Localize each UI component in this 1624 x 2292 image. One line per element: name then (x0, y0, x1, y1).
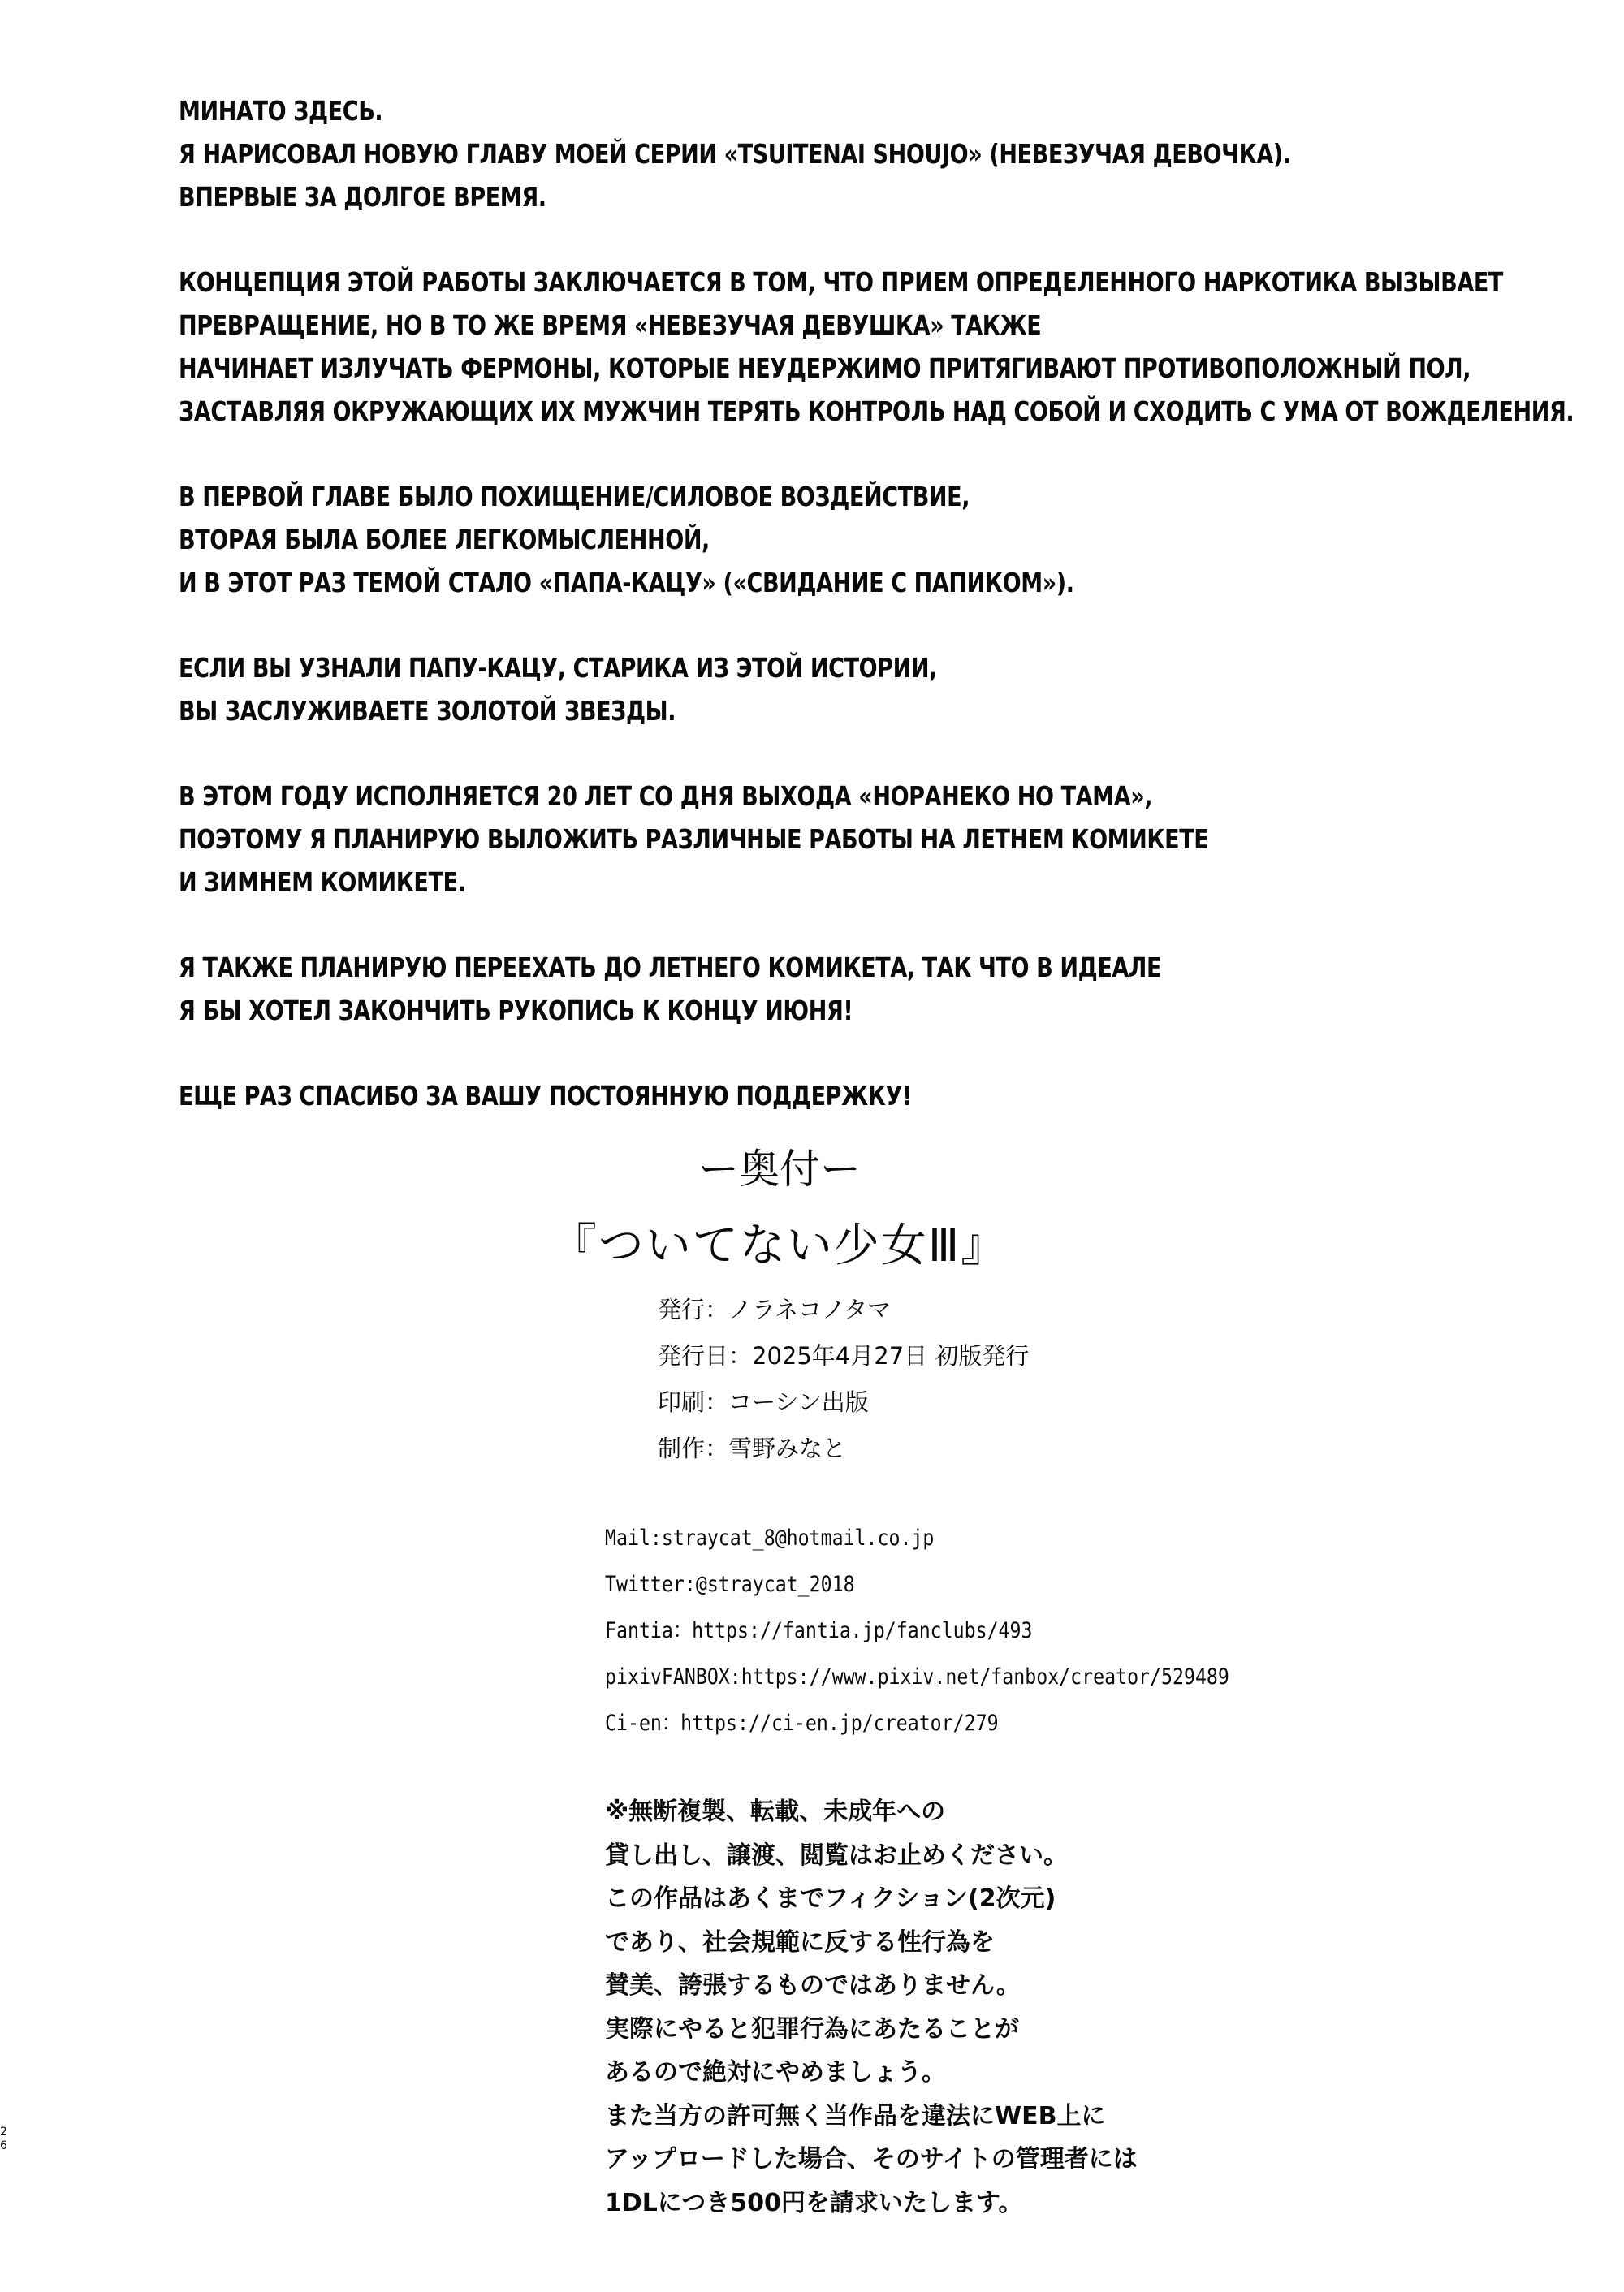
contact-twitter: Twitter:@straycat_2018 (605, 1572, 855, 1597)
notice-line: ※無断複製、転載、未成年への (605, 1798, 946, 1826)
page-number (0, 2126, 10, 2153)
text-line: Я ТАКЖЕ ПЛАНИРУЮ ПЕРЕЕХАТЬ ДО ЛЕТНЕГО КОМИКЕТА, ТАК ЧТО В ИДЕАЛЕ (179, 952, 1162, 983)
text-line: НАЧИНАЕТ ИЗЛУЧАТЬ ФЕРМОНЫ, КОТОРЫЕ НЕУДЕРЖИМО ПРИТЯГИВАЮТ ПРОТИВОПОЛОЖНЫЙ ПОЛ, (179, 352, 1471, 384)
publish-date-line: 発行日：2025年4月27日 初版発行 (658, 1342, 1030, 1370)
text-line: ПОЭТОМУ Я ПЛАНИРУЮ ВЫЛОЖИТЬ РАЗЛИЧНЫЕ РАБОТЫ НА ЛЕТНЕМ КОМИКЕТЕ (179, 823, 1209, 855)
afterword-paragraph (179, 261, 1574, 433)
page-number-digit: 6 (0, 2139, 7, 2152)
notice-line: また当方の許可無く当作品を違法にWEB上に (605, 2101, 1106, 2130)
text-line: И В ЭТОТ РАЗ ТЕМОЙ СТАЛО «ПАПА-КАЦУ» («СВИДАНИЕ С ПАПИКОМ»). (179, 567, 1074, 598)
text-line: ЕЩЕ РАЗ СПАСИБО ЗА ВАШУ ПОСТОЯННУЮ ПОДДЕРЖКУ! (179, 1080, 912, 1111)
contact-fanbox: pixivFANBOX:https://www.pixiv.net/fanbox/creator/529489 (605, 1664, 1229, 1690)
contact-ci-en: Ci-en：https://ci-en.jp/creator/279 (605, 1711, 999, 1736)
notice-line: あるので絶対にやめましょう。 (605, 2058, 946, 2087)
text-line: ВЫ ЗАСЛУЖИВАЕТЕ ЗОЛОТОЙ ЗВЕЗДЫ. (179, 695, 676, 727)
notice-line: この作品はあくまでフィクション(2次元) (605, 1884, 1056, 1913)
text-line: И ЗИМНЕМ КОМИКЕТЕ. (179, 866, 466, 898)
text-line: ЗАСТАВЛЯЯ ОКРУЖАЮЩИХ ИХ МУЖЧИН ТЕРЯТЬ КОНТРОЛЬ НАД СОБОЙ И СХОДИТЬ С УМА ОТ ВОЖДЕЛЕНИЯ. (179, 395, 1574, 427)
afterword-paragraph (179, 775, 1311, 904)
text-line: В ЭТОМ ГОДУ ИСПОЛНЯЕТСЯ 20 ЛЕТ СО ДНЯ ВЫХОДА «НОРАНЕКО НО ТАМА», (179, 780, 1153, 812)
book-title: 『ついてない少女Ⅲ』 (551, 1219, 1009, 1272)
text-line: МИНАТО ЗДЕСЬ. (179, 95, 383, 127)
text-line: ЕСЛИ ВЫ УЗНАЛИ ПАПУ-КАЦУ, СТАРИКА ИЗ ЭТОЙ ИСТОРИИ, (179, 652, 938, 684)
notice-line: アップロードした場合、そのサイトの管理者には (605, 2145, 1138, 2173)
author-line: 制作：雪野みなと (658, 1435, 847, 1462)
contact-list (605, 1515, 1229, 1746)
text-line: Я НАРИСОВАЛ НОВУЮ ГЛАВУ МОЕЙ СЕРИИ «TSUITENAI SHOUJO» (НЕВЕЗУЧАЯ ДЕВОЧКА). (179, 138, 1291, 170)
text-line: ВПЕРВЫЕ ЗА ДОЛГОЕ ВРЕМЯ. (179, 181, 546, 213)
legal-notice (605, 1790, 1138, 2225)
notice-line: 賛美、誇張するものではありません。 (605, 1971, 1021, 2000)
printer-line: 印刷：コーシン出版 (658, 1388, 869, 1416)
text-line: В ПЕРВОЙ ГЛАВЕ БЫЛО ПОХИЩЕНИЕ/СИЛОВОЕ ВОЗДЕЙСТВИЕ, (179, 481, 970, 512)
text-line: Я БЫ ХОТЕЛ ЗАКОНЧИТЬ РУКОПИСЬ К КОНЦУ ИЮНЯ! (179, 995, 853, 1026)
afterword-paragraph (179, 475, 1311, 604)
text-line: КОНЦЕПЦИЯ ЭТОЙ РАБОТЫ ЗАКЛЮЧАЕТСЯ В ТОМ, ЧТО ПРИЕМ ОПРЕДЕЛЕННОГО НАРКОТИКА ВЫЗЫВАЕТ (179, 266, 1503, 298)
contact-mail: Mail:straycat_8@hotmail.co.jp (605, 1526, 935, 1551)
afterword-paragraph (179, 1074, 1311, 1117)
notice-line: 貸し出し、譲渡、閲覧はお止めください。 (605, 1841, 1068, 1870)
notice-line: 実際にやると犯罪行為にあたることが (605, 2014, 1019, 2044)
text-line: ВТОРАЯ БЫЛА БОЛЕЕ ЛЕГКОМЫСЛЕННОЙ, (179, 524, 710, 555)
publication-info (658, 1287, 1029, 1472)
text-line: ПРЕВРАЩЕНИЕ, НО В ТО ЖЕ ВРЕМЯ «НЕВЕЗУЧАЯ ДЕВУШКА» ТАКЖЕ (179, 309, 1042, 341)
afterword-paragraph (179, 646, 1311, 732)
publisher-line: 発行：ノラネコノタマ (658, 1296, 892, 1323)
russian-afterword (179, 89, 1574, 1159)
afterword-paragraph (179, 89, 1311, 218)
colophon-heading: ー奥付ー (698, 1146, 861, 1193)
contact-fantia: Fantia：https://fantia.jp/fanclubs/493 (605, 1618, 1033, 1643)
notice-line: であり、社会規範に反する性行為を (605, 1927, 995, 1957)
notice-line: 1DLにつき500円を請求いたします。 (605, 2188, 1023, 2217)
page-number-digit: 2 (0, 2126, 7, 2139)
afterword-paragraph (179, 946, 1311, 1032)
